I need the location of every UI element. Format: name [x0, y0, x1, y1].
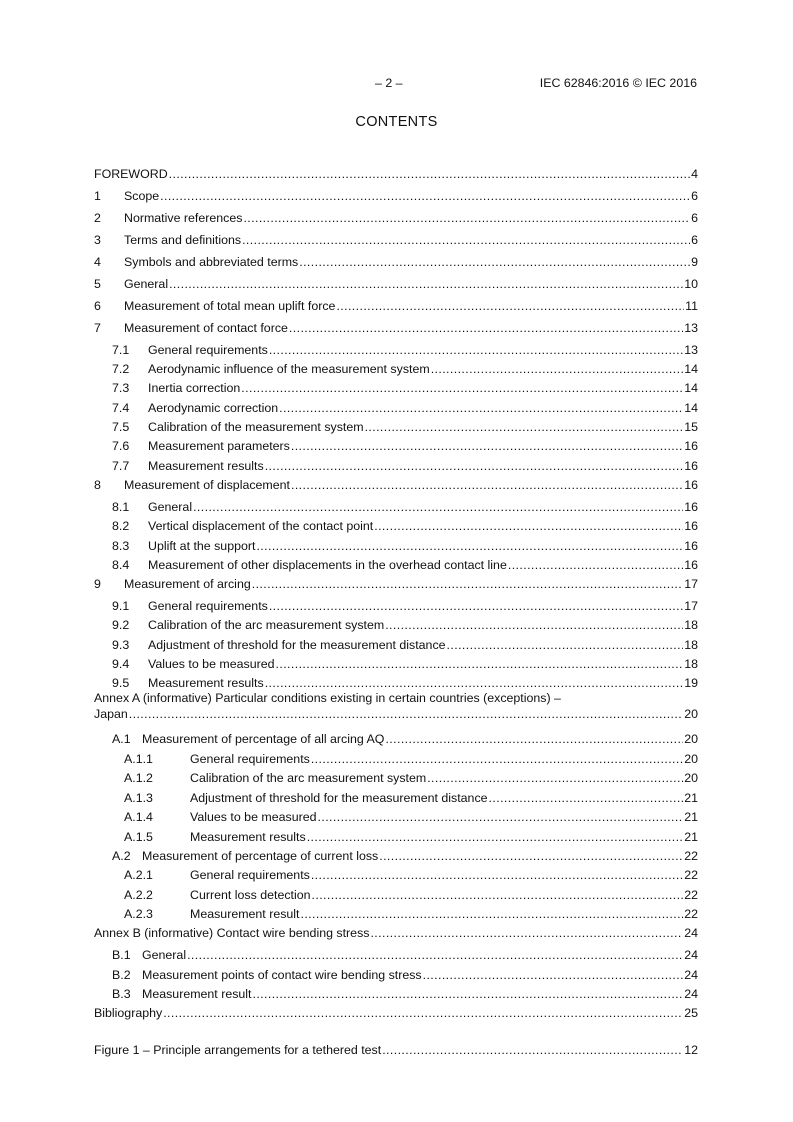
toc-entry-number: 2	[94, 211, 101, 225]
toc-entry[interactable]	[94, 1005, 698, 1021]
dot-leader	[385, 731, 683, 747]
toc-entry[interactable]	[94, 276, 698, 292]
toc-entry-label: Measurement results	[148, 459, 264, 473]
toc-entry-page: 22	[684, 888, 698, 902]
toc-entry-page: 6	[691, 189, 698, 203]
figure-entry[interactable]	[94, 1042, 698, 1058]
dot-leader	[423, 967, 684, 983]
toc-entry-number: 9.1	[112, 599, 130, 613]
toc-entry-label: Measurement result	[142, 987, 252, 1001]
toc-entry[interactable]	[94, 320, 698, 336]
toc-entry-number: 8.3	[112, 539, 130, 553]
toc-entry-label-continued: Japan	[94, 707, 128, 721]
toc-entry[interactable]	[94, 188, 698, 204]
toc-entry[interactable]	[94, 906, 698, 922]
toc-entry-number: 9.2	[112, 618, 130, 632]
toc-entry[interactable]	[94, 637, 698, 653]
toc-entry-number: 7.6	[112, 439, 130, 453]
dot-leader	[508, 557, 683, 573]
toc-entry-number: A.1	[112, 732, 131, 746]
toc-entry-number: 9	[94, 577, 101, 591]
dot-leader	[160, 188, 690, 204]
dot-leader	[489, 790, 684, 806]
toc-entry-label: General	[142, 948, 187, 962]
dot-leader	[243, 210, 690, 226]
dot-leader	[427, 770, 683, 786]
toc-entry-label: Measurement parameters	[148, 439, 290, 453]
toc-entry-number: A.1.3	[124, 791, 153, 805]
toc-entry-number: A.2.2	[124, 888, 153, 902]
toc-entry-page: 17	[684, 577, 698, 591]
toc-entry-label: Measurement points of contact wire bending stress	[142, 968, 422, 982]
dot-leader	[311, 751, 683, 767]
toc-entry-page: 14	[684, 401, 698, 415]
toc-entry[interactable]	[94, 829, 698, 845]
toc-entry-label: Uplift at the support	[148, 539, 256, 553]
toc-entry-number: 7	[94, 321, 101, 335]
dot-leader	[374, 518, 683, 534]
toc-entry-page: 21	[684, 810, 698, 824]
toc-entry-number: 7.1	[112, 343, 130, 357]
toc-entry-page: 17	[684, 599, 698, 613]
toc-entry-label: Vertical displacement of the contact point	[148, 519, 374, 533]
toc-entry[interactable]	[94, 254, 698, 270]
toc-entry-number: 5	[94, 277, 101, 291]
toc-entry-label: Measurement of arcing	[124, 577, 251, 591]
toc-entry-number: 8.2	[112, 519, 130, 533]
toc-entry-page: 24	[684, 926, 698, 940]
toc-entry-label: Measurement of other displacements in the overhead contact line	[148, 558, 507, 572]
toc-entry-label: Normative references	[124, 211, 243, 225]
toc-entry-label: Measurement result	[190, 907, 300, 921]
dot-leader	[252, 576, 683, 592]
toc-entry[interactable]	[94, 166, 698, 182]
dot-leader	[242, 232, 690, 248]
toc-entry-label: General requirements	[190, 752, 310, 766]
toc-entry-page: 16	[684, 478, 698, 492]
toc-entry-label: Adjustment of threshold for the measurement distance	[190, 791, 488, 805]
toc-entry[interactable]	[94, 538, 698, 554]
toc-entry-label: Annex B (informative) Contact wire bending stress	[94, 926, 370, 940]
toc-entry-number: 8.1	[112, 500, 130, 514]
toc-entry-page: 10	[684, 277, 698, 291]
toc-entry[interactable]	[94, 967, 698, 983]
toc-entry[interactable]	[94, 438, 698, 454]
toc-entry[interactable]	[94, 518, 698, 534]
toc-entry-label: Current loss detection	[190, 888, 311, 902]
toc-entry-page: 22	[684, 907, 698, 921]
page-title: CONTENTS	[355, 114, 438, 130]
toc-entry-page: 18	[684, 618, 698, 632]
toc-entry-number: A.1.2	[124, 771, 153, 785]
document-id: IEC 62846:2016 © IEC 2016	[539, 76, 697, 90]
page-number: – 2 –	[375, 76, 403, 90]
dot-leader	[187, 947, 683, 963]
toc-entry-label: Bibliography	[94, 1006, 163, 1020]
toc-entry-number: 9.5	[112, 676, 130, 690]
toc-entry-number: A.1.1	[124, 752, 153, 766]
toc-entry-label: Calibration of the arc measurement system	[190, 771, 427, 785]
toc-entry[interactable]	[94, 557, 698, 573]
toc-entry-page: 21	[684, 791, 698, 805]
toc-entry-label: Adjustment of threshold for the measurement distance	[148, 638, 446, 652]
toc-entry[interactable]	[94, 848, 698, 864]
toc-entry-page: 14	[684, 362, 698, 376]
toc-entry-number: 9.3	[112, 638, 130, 652]
figure-entry-label: Figure 1 – Principle arrangements for a tethered test	[94, 1043, 382, 1057]
toc-entry-label: Annex A (informative) Particular conditions existing in certain countries (exceptions) –	[94, 691, 561, 705]
toc-entry-page: 20	[684, 771, 698, 785]
toc-entry-label: Aerodynamic correction	[148, 401, 279, 415]
toc-entry-number: B.2	[112, 968, 131, 982]
dot-leader	[311, 867, 683, 883]
toc-entry[interactable]	[94, 458, 698, 474]
toc-entry[interactable]	[94, 342, 698, 358]
toc-entry-label: Measurement results	[148, 676, 264, 690]
toc-entry-number: 1	[94, 189, 101, 203]
toc-entry[interactable]	[94, 499, 698, 515]
toc-entry-number: 6	[94, 299, 101, 313]
toc-entry-page: 20	[684, 732, 698, 746]
toc-entry[interactable]	[94, 925, 698, 941]
toc-entry-number: A.2.1	[124, 868, 153, 882]
toc-entry[interactable]	[94, 867, 698, 883]
toc-entry-label: Measurement of contact force	[124, 321, 288, 335]
toc-entry-page: 20	[684, 752, 698, 766]
dot-leader	[365, 419, 684, 435]
toc-entry-number: 3	[94, 233, 101, 247]
toc-entry[interactable]	[94, 656, 698, 672]
dot-leader	[301, 906, 684, 922]
toc-entry[interactable]	[94, 690, 698, 722]
dot-leader	[431, 361, 684, 377]
dot-leader	[312, 887, 684, 903]
toc-entry-page: 21	[684, 830, 698, 844]
dot-leader	[265, 458, 684, 474]
dot-leader	[256, 538, 683, 554]
toc-entry-label: General requirements	[148, 599, 268, 613]
dot-leader	[385, 617, 683, 633]
toc-entry[interactable]	[94, 731, 698, 747]
dot-leader	[379, 848, 683, 864]
toc-entry-label: Terms and definitions	[124, 233, 242, 247]
toc-entry-label: Values to be measured	[190, 810, 317, 824]
toc-entry-page: 16	[684, 500, 698, 514]
toc-entry-page: 6	[691, 211, 698, 225]
toc-entry-number: 7.4	[112, 401, 130, 415]
toc-entry-page: 18	[684, 657, 698, 671]
toc-entry[interactable]	[94, 232, 698, 248]
dot-leader	[193, 499, 683, 515]
dot-leader	[336, 298, 684, 314]
toc-entry-page: 16	[684, 519, 698, 533]
toc-entry[interactable]	[94, 770, 698, 786]
toc-entry[interactable]	[94, 790, 698, 806]
toc-entry[interactable]	[94, 947, 698, 963]
toc-entry-label: Calibration of the arc measurement system	[148, 618, 385, 632]
toc-entry[interactable]	[94, 598, 698, 614]
dot-leader	[307, 829, 684, 845]
toc-entry-label: FOREWORD	[94, 167, 168, 181]
toc-entry-page: 13	[684, 321, 698, 335]
dot-leader	[447, 637, 684, 653]
toc-entry-label: Inertia correction	[148, 381, 241, 395]
toc-entry-label: Calibration of the measurement system	[148, 420, 364, 434]
toc-entry-label: Values to be measured	[148, 657, 275, 671]
toc-entry-label: Measurement of percentage of all arcing AQ	[142, 732, 385, 746]
toc-entry-page: 18	[684, 638, 698, 652]
dot-leader	[289, 320, 683, 336]
toc-entry-page: 22	[684, 849, 698, 863]
toc-entry-page: 19	[684, 676, 698, 690]
toc-entry-label: Measurement of percentage of current loss	[142, 849, 379, 863]
toc-entry-page: 4	[691, 167, 698, 181]
toc-entry-number: A.2	[112, 849, 131, 863]
dot-leader	[269, 598, 683, 614]
figure-entry-page: 12	[684, 1043, 698, 1057]
dot-leader	[299, 254, 690, 270]
toc-entry-label: Aerodynamic influence of the measurement system	[148, 362, 430, 376]
dot-leader	[370, 925, 683, 941]
dot-leader	[169, 166, 690, 182]
toc-entry-label: Scope	[124, 189, 160, 203]
toc-entry-page: 24	[684, 948, 698, 962]
dot-leader	[318, 809, 684, 825]
toc-entry-label: General	[124, 277, 169, 291]
toc-entry[interactable]	[94, 477, 698, 493]
toc-entry-number: 7.5	[112, 420, 130, 434]
toc-entry[interactable]	[94, 400, 698, 416]
toc-entry[interactable]	[94, 675, 698, 691]
toc-entry-page: 24	[684, 968, 698, 982]
toc-entry-page: 16	[684, 439, 698, 453]
dot-leader	[265, 675, 684, 691]
toc-entry-number: B.1	[112, 948, 131, 962]
dot-leader	[279, 400, 683, 416]
toc-entry[interactable]	[94, 361, 698, 377]
toc-entry-page: 13	[684, 343, 698, 357]
dot-leader	[269, 342, 683, 358]
dot-leader	[291, 477, 683, 493]
toc-entry-page: 16	[684, 539, 698, 553]
dot-leader	[241, 380, 683, 396]
toc-entry-page: 22	[684, 868, 698, 882]
toc-entry-page: 11	[685, 299, 698, 313]
toc-entry-number: B.3	[112, 987, 131, 1001]
toc-entry-page: 24	[684, 987, 698, 1001]
toc-entry-page: 20	[684, 707, 698, 721]
toc-entry-number: A.1.5	[124, 830, 153, 844]
toc-entry-page: 14	[684, 381, 698, 395]
dot-leader	[253, 986, 684, 1002]
toc-entry-number: 8	[94, 478, 101, 492]
toc-entry-page: 9	[691, 255, 698, 269]
toc-entry-number: 4	[94, 255, 101, 269]
toc-entry[interactable]	[94, 986, 698, 1002]
dot-leader	[163, 1005, 683, 1021]
toc-entry-label: General	[148, 500, 193, 514]
toc-entry-number: A.2.3	[124, 907, 153, 921]
dot-leader	[169, 276, 683, 292]
toc-entry-label: Measurement results	[190, 830, 306, 844]
toc-entry-label: Measurement of displacement	[124, 478, 290, 492]
dot-leader	[129, 706, 683, 722]
toc-entry[interactable]	[94, 210, 698, 226]
toc-entry-label: Symbols and abbreviated terms	[124, 255, 299, 269]
dot-leader	[291, 438, 683, 454]
toc-entry-page: 15	[684, 420, 698, 434]
toc-entry-number: 8.4	[112, 558, 130, 572]
toc-entry[interactable]	[94, 887, 698, 903]
toc-entry-number: 9.4	[112, 657, 130, 671]
toc-entry-page: 16	[684, 558, 698, 572]
toc-entry-number: A.1.4	[124, 810, 153, 824]
toc-entry-number: 7.3	[112, 381, 130, 395]
toc-entry[interactable]	[94, 380, 698, 396]
toc-entry-label: General requirements	[190, 868, 310, 882]
toc-entry-label: General requirements	[148, 343, 268, 357]
dot-leader	[276, 656, 684, 672]
toc-entry-number: 7.7	[112, 459, 130, 473]
toc-entry[interactable]	[94, 751, 698, 767]
toc-entry-page: 6	[691, 233, 698, 247]
toc-entry-number: 7.2	[112, 362, 130, 376]
toc-entry[interactable]	[94, 809, 698, 825]
toc-entry[interactable]	[94, 419, 698, 435]
toc-entry[interactable]	[94, 617, 698, 633]
dot-leader	[382, 1042, 683, 1058]
toc-entry[interactable]	[94, 298, 698, 314]
toc-entry[interactable]	[94, 576, 698, 592]
toc-entry-page: 16	[684, 459, 698, 473]
toc-entry-label: Measurement of total mean uplift force	[124, 299, 336, 313]
toc-entry-page: 25	[684, 1006, 698, 1020]
